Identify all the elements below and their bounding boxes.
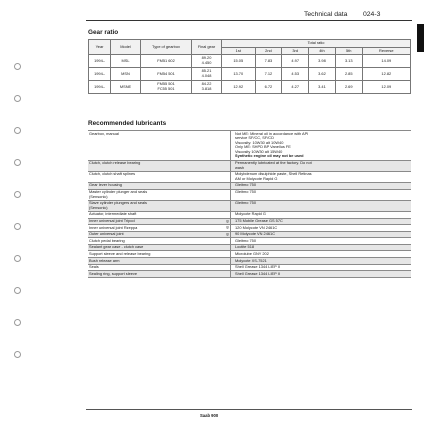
lubricant-row [88, 190, 411, 201]
lubricant-component [88, 225, 225, 231]
lubricant-spec [230, 251, 411, 257]
gear-ratio-cell: 7.83 [255, 55, 282, 68]
gear-ratio-cell: 12.09 [362, 81, 410, 94]
gear-row [89, 68, 411, 81]
spec-line: 120 Molycote VN 2461C [235, 224, 278, 230]
lubricant-component [88, 258, 225, 264]
binder-hole [14, 63, 21, 70]
gear-ratio-cell: 3.13 [335, 55, 362, 68]
component-line: Clutch, clutch release bearing [89, 160, 141, 166]
spec-line: Shell Grease 1344 LIEP II [235, 264, 280, 270]
gear-model: MSN [111, 68, 141, 81]
gear-ratio-cell: 15.05 [222, 55, 256, 68]
col-header-gear: 4th [309, 48, 336, 55]
gear-ratio-cell: 4.27 [282, 81, 309, 94]
lubricant-component [88, 172, 225, 182]
spec-line: Gleitmo 750 [235, 189, 256, 195]
lubricant-component [88, 265, 225, 271]
gear-ratio-body [89, 55, 411, 94]
thumb-index-tab [417, 24, 424, 52]
gear-gearbox [141, 81, 192, 94]
lubricant-spec [230, 212, 411, 218]
gear-ratio-cell: 3.62 [309, 68, 336, 81]
spec-line: Molybdenum disulphide paste, Shell Retinas [235, 171, 312, 177]
gear-year: 1994– [89, 81, 111, 94]
lubricant-component [88, 232, 225, 238]
header-page-code: 024-3 [363, 11, 381, 18]
header-title: Technical data [304, 11, 348, 18]
col-header-model: Model [111, 40, 141, 55]
final-gear-line: 4.450 [201, 60, 212, 65]
lubricant-component [88, 131, 225, 160]
col-header-gearbox: Type of gearbox [141, 40, 192, 55]
binder-hole [14, 191, 21, 198]
lubricant-row [88, 201, 411, 212]
binder-hole [14, 159, 21, 166]
lubricant-spec [230, 161, 411, 171]
gear-year: 1994– [89, 55, 111, 68]
col-header-gear: 2nd [255, 48, 282, 55]
component-line: Actuator, intermediate shaft [89, 211, 137, 217]
spec-line: Molycote Rapid G [235, 211, 266, 217]
spec-line: Only ME: SHPD BP Vanellus FE [235, 144, 291, 150]
component-line: Clutch pedal bearing [89, 237, 125, 243]
component-line: Gear lever housing [89, 182, 122, 188]
final-gear-line: 85.21 [201, 68, 212, 74]
binder-hole [14, 287, 21, 294]
lubricant-component [88, 183, 225, 189]
spec-line: Shell Grease 1344 LIEP II [235, 270, 280, 276]
spec-line: Viscosity 10W30 alt 15W40 [235, 148, 283, 154]
binder-holes [14, 0, 22, 428]
lubricant-spec [230, 265, 411, 271]
binder-hole [14, 127, 21, 134]
spec-warning: Synthetic engine oil may not be used [235, 153, 304, 159]
gearbox-line: FC55 501 [157, 86, 175, 91]
component-line: Inner universal joint Tripod [89, 218, 135, 223]
gear-ratio-cell: 12.92 [222, 81, 256, 94]
lubricant-spec [230, 190, 411, 200]
final-gear-line: 4.048 [201, 73, 212, 78]
gear-ratio-cell: 4.53 [282, 68, 309, 81]
gear-ratio-cell: 14.09 [362, 55, 410, 68]
lubricant-component [88, 238, 225, 244]
final-gear-line: 3.818 [201, 86, 212, 91]
gear-ratio-cell: 12.82 [362, 68, 410, 81]
lubricant-row [88, 161, 411, 172]
binder-hole [14, 223, 21, 230]
gear-ratio-table [88, 39, 411, 94]
lubricant-spec [230, 271, 411, 277]
spec-line: Gleitmo 750 [235, 182, 256, 188]
lubricant-unit: g [226, 217, 229, 223]
col-header-final-gear: Final gear [192, 40, 222, 55]
gear-ratio-title: Gear ratio [88, 29, 119, 36]
header-divider [86, 20, 412, 21]
lubricant-unit: g [226, 230, 229, 236]
component-line: Inner universal joint Rzeppa [89, 224, 138, 230]
gear-row [89, 81, 411, 94]
lubricant-component [88, 251, 225, 257]
lubricant-spec [230, 225, 411, 231]
component-line: Outer universal joint [89, 231, 124, 237]
binder-hole [14, 95, 21, 102]
lubricant-spec [230, 232, 411, 238]
col-header-gear: Reverse [362, 48, 410, 55]
spec-line: AM or Molycote Rapid G [235, 175, 278, 181]
spec-line: Molycote XS-7521 [235, 257, 267, 263]
gear-ratio-cell: 2.69 [335, 81, 362, 94]
lubricant-spec [230, 131, 411, 160]
gear-year: 1994– [89, 68, 111, 81]
component-line: Support sleeve and release bearing [89, 250, 151, 256]
gear-final [192, 55, 222, 68]
col-header-gear: 1st [222, 48, 256, 55]
final-gear-line: 89.20 [201, 55, 212, 61]
spec-line: 175 Mobile Grease GS 57C [235, 218, 283, 223]
col-header-total-ratio: Total ratio [222, 40, 411, 48]
gear-ratio-cell: 13.70 [222, 68, 256, 81]
spec-line: Permanently lubricated at the factory. Do not [235, 160, 312, 166]
col-header-gear: 5th [335, 48, 362, 55]
lubricant-row [88, 130, 411, 161]
spec-line: Gleitmo 750 [235, 237, 256, 243]
gear-model: MSL [111, 55, 141, 68]
component-line: Sealing ring, support sleeve [89, 270, 138, 276]
component-line: Seals [89, 264, 99, 270]
component-line: (Sensonic) [89, 193, 108, 199]
spec-line: 90 Molycote VN 2461C [235, 231, 276, 237]
lubricant-spec [230, 258, 411, 264]
lubricant-spec [230, 219, 411, 225]
component-line: Bush release arm [89, 257, 120, 263]
lubricants-table [88, 130, 411, 278]
gear-final [192, 81, 222, 94]
spec-line: service SF/CC, SF/CD [235, 135, 274, 141]
footer-model: Saab 900 [200, 413, 219, 418]
binder-hole [14, 351, 21, 358]
spec-line: wash [235, 164, 245, 170]
spec-line: Loctite 518 [235, 244, 255, 250]
gear-ratio-cell: 4.97 [282, 55, 309, 68]
lubricant-spec [230, 245, 411, 251]
lubricant-component [88, 219, 225, 225]
lubricants-title: Recommended lubricants [88, 120, 167, 127]
component-line: (Sensonic) [89, 204, 108, 210]
lubricant-spec [230, 172, 411, 182]
component-line: Sealant gear case - clutch case [89, 244, 144, 250]
spec-line: Viscosity: 10W30 alt 10W40 [235, 139, 284, 145]
component-line: Gearbox, manual [89, 130, 119, 136]
component-line: Clutch, clutch shaft splines [89, 171, 136, 177]
final-gear-line: 84.22 [201, 81, 212, 87]
binder-hole [14, 319, 21, 326]
lubricant-spec [230, 183, 411, 189]
gear-model: MSNE [111, 81, 141, 94]
col-header-year: Year [89, 40, 111, 55]
gearbox-line: FM55 501 [157, 81, 175, 87]
gear-ratio-cell: 3.41 [309, 81, 336, 94]
component-line: Slave cylinder plungers and seals [89, 200, 147, 206]
lubricant-component [88, 201, 225, 211]
gear-gearbox: FM51 602 [141, 55, 192, 68]
lubricant-spec [230, 238, 411, 244]
lubricant-component [88, 245, 225, 251]
gear-ratio-cell: 2.85 [335, 68, 362, 81]
lubricant-spec [230, 201, 411, 211]
lubricant-component [88, 212, 225, 218]
spec-line: Gleitmo 750 [235, 200, 256, 206]
footer-divider [86, 409, 412, 410]
lubricant-row [88, 271, 411, 278]
lubricant-component [88, 190, 225, 200]
gear-ratio-cell: 7.12 [255, 68, 282, 81]
col-header-gear: 3rd [282, 48, 309, 55]
gear-gearbox: FM54 501 [141, 68, 192, 81]
gear-row [89, 55, 411, 68]
lubricant-row [88, 172, 411, 183]
spec-line: Not ME: Mineral oil in accordance with API [235, 130, 309, 136]
component-line: Master cylinder plunger and seals [89, 189, 148, 195]
gear-ratio-cell: 6.72 [255, 81, 282, 94]
spec-line: Microlube GNY 202 [235, 250, 269, 256]
binder-hole [14, 255, 21, 262]
lubricant-component [88, 161, 225, 171]
lubricant-unit: g [226, 224, 229, 230]
lubricant-component [88, 271, 225, 277]
gear-ratio-cell: 3.98 [309, 55, 336, 68]
gear-final [192, 68, 222, 81]
